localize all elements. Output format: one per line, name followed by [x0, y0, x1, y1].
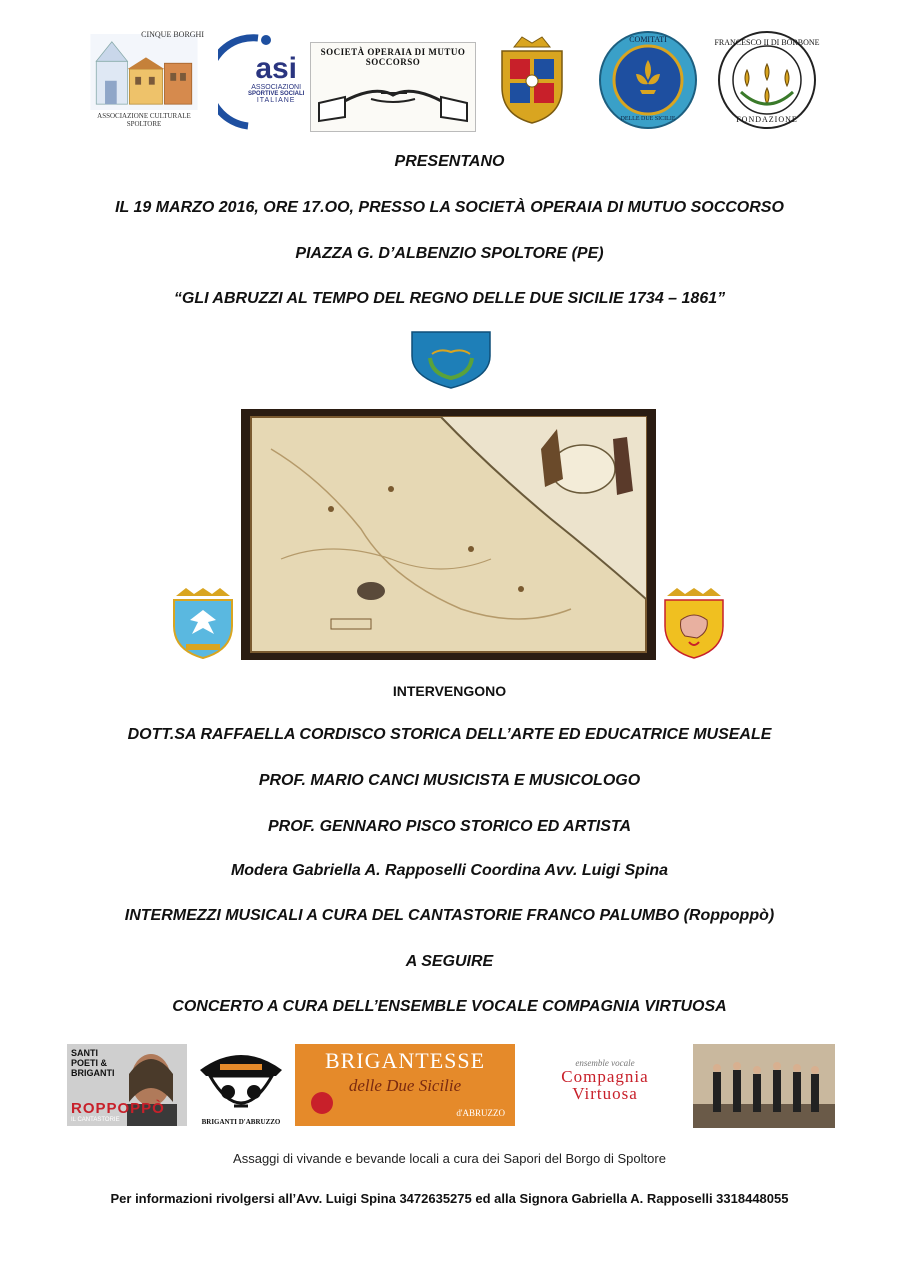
asi-line1: ASSOCIAZIONI	[251, 84, 302, 91]
brigantesse-tag: d'ABRUZZO	[456, 1108, 505, 1118]
compagnia-small: ensemble vocale	[575, 1058, 635, 1068]
roppoppo-top-text: SANTI POETI & BRIGANTI	[71, 1048, 115, 1078]
moderator-line: Modera Gabriella A. Rapposelli Coordina Avv. Luigi Spina	[230, 862, 669, 879]
briganti-skull-icon	[190, 1040, 292, 1128]
church-illustration-icon	[89, 34, 199, 110]
roppoppo-name: ROPPOPPÒ	[71, 1100, 165, 1117]
brigantesse-title: BRIGANTESSE	[324, 1048, 486, 1073]
event-title: “GLI ABRUZZI AL TEMPO DEL REGNO DELLE DUE SICILIE 1734 – 1861”	[173, 290, 726, 307]
bourbon-coat-of-arms-icon	[484, 30, 580, 128]
compagnia-virtuosa-logo	[530, 1058, 680, 1108]
asi-mark-text: asi	[255, 52, 298, 85]
asi-wordmark	[248, 54, 304, 104]
eagle-crest-icon	[168, 586, 238, 660]
asi-line3: ITALIANE	[256, 97, 296, 104]
speaker-pisco: PROF. GENNARO PISCO STORICO ED ARTISTA	[268, 818, 631, 835]
fondazione-francesco-ii-logo	[708, 30, 826, 130]
assaggi-line: Assaggi di vivande e bevande locali a cura dei Sapori del Borgo di Spoltore	[233, 1151, 666, 1166]
asi-line2: SPORTIVE SOCIALI	[248, 91, 305, 97]
a-seguire-line: A SEGUIRE	[405, 953, 494, 970]
comitati-bottom-text: DELLE DUE SICILIE	[620, 116, 676, 122]
ensemble-photo	[693, 1044, 835, 1128]
compagnia-line1: Compagnia	[561, 1067, 649, 1086]
briganti-abruzzo-logo	[190, 1040, 292, 1128]
roppoppo-logo	[67, 1044, 187, 1126]
date-place-line: IL 19 MARZO 2016, ORE 17.OO, PRESSO LA SOCIETÀ OPERAIA DI MUTUO SOCCORSO	[115, 199, 784, 216]
roppoppo-sub: IL CANTASTORIE	[71, 1117, 120, 1123]
info-line: Per informazioni rivolgersi all’Avv. Luigi Spina 3472635275 ed alla Signora Gabriella A. Rapposelli 3318448055	[110, 1191, 789, 1206]
cinque-borghi-top-text: CINQUE BORGHI	[141, 30, 204, 39]
briganti-text: BRIGANTI D'ABRUZZO	[201, 1118, 281, 1126]
mutuo-soccorso-text: SOCIETÀ OPERAIA DI MUTUO SOCCORSO	[320, 47, 466, 67]
hand-crest-icon	[659, 586, 729, 660]
fondazione-bottom-text: FONDAZIONE	[736, 115, 798, 124]
cinque-borghi-logo	[80, 30, 208, 128]
intermezzi-line: INTERMEZZI MUSICALI A CURA DEL CANTASTORIE FRANCO PALUMBO (Roppoppò)	[124, 907, 775, 924]
speaker-cordisco: DOTT.SA RAFFAELLA CORDISCO STORICA DELL’ARTE ED EDUCATRICE MUSEALE	[127, 726, 772, 743]
mutuo-soccorso-logo	[310, 42, 476, 132]
brigantesse-logo	[295, 1044, 515, 1126]
fondazione-top-text: FRANCESCO II DI BORBONE	[714, 38, 820, 47]
fleur-de-lis-badge-icon	[598, 30, 698, 130]
blue-shield-icon	[410, 330, 492, 390]
cinque-borghi-bottom-text: ASSOCIAZIONE CULTURALE SPOLTORE	[97, 112, 191, 128]
comitati-top-text: COMITATI	[629, 35, 667, 44]
speaker-canci: PROF. MARIO CANCI MUSICISTA E MUSICOLOGO	[258, 772, 641, 789]
asi-logo	[218, 30, 310, 130]
presentano-heading: PRESENTANO	[394, 153, 505, 170]
comitati-due-sicilie-logo	[596, 30, 700, 130]
rose-icon	[311, 1092, 333, 1114]
compagnia-line2: Virtuosa	[572, 1084, 638, 1103]
concerto-line: CONCERTO A CURA DELL’ENSEMBLE VOCALE COMPAGNIA VIRTUOSA	[172, 998, 727, 1015]
brigantesse-sub: delle Due Sicilie	[348, 1076, 462, 1095]
antique-map-image	[241, 409, 656, 660]
piazza-line: PIAZZA G. D’ALBENZIO SPOLTORE (PE)	[295, 245, 604, 262]
intervengono-heading: INTERVENGONO	[392, 683, 507, 699]
